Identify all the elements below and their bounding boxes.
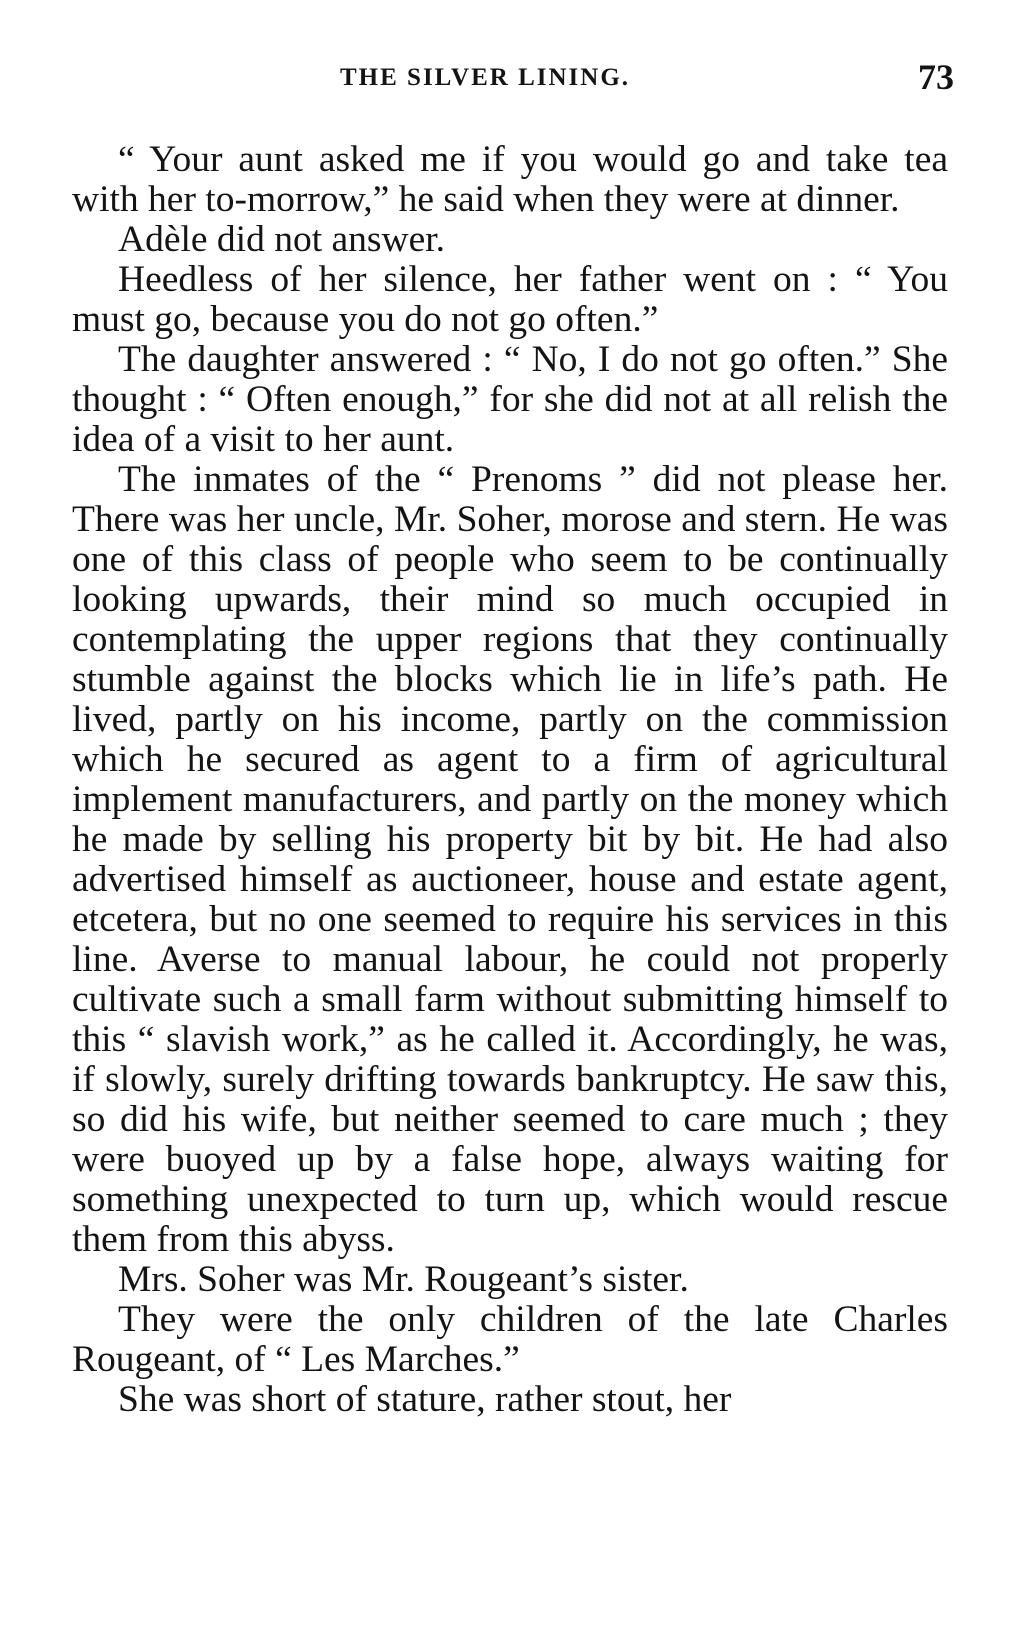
paragraph: Heedless of her silence, her father went on : “ You must go, because you do not go often.” xyxy=(72,259,948,340)
paragraph: The inmates of the “ Prenoms ” did not please her. There was her uncle, Mr. Soher, morose and stern. He was one of this class of people who seem to be continually looking upwards, their mind so much occupied in contemplating the upper regions that they continually stumble against the blocks which lie in life’s path. He lived, partly on his income, partly on the commission which he secured as agent to a firm of agricultural implement manufacturers, and partly on the money which he made by selling his property bit by bit. He had also advertised himself as auctioneer, house and estate agent, etcetera, but no one seemed to require his services in this line. Averse to manual labour, he could not properly cultivate such a small farm without submitting himself to this “ slavish work,” as he called it. Accordingly, he was, if slowly, surely drifting towards bankruptcy. He saw this, so did his wife, but neither seemed to care much ; they were buoyed up by a false hope, always waiting for something unexpected to turn up, which would rescue them from this abyss. xyxy=(72,459,948,1260)
running-head xyxy=(70,56,954,104)
running-title: THE SILVER LINING. xyxy=(340,64,631,91)
paragraph: “ Your aunt asked me if you would go and take tea with her to-morrow,” he said when they were at dinner. xyxy=(72,139,948,220)
page-number: 73 xyxy=(918,57,954,97)
paragraph: Adèle did not answer. xyxy=(118,219,446,260)
paragraph: The daughter answered : “ No, I do not go often.” She thought : “ Often enough,” for she did not at all relish the idea of a visit to her aunt. xyxy=(72,339,948,460)
paragraph: Mrs. Soher was Mr. Rougeant’s sister. xyxy=(118,1259,689,1300)
body-text xyxy=(72,140,948,1420)
paragraph: She was short of stature, rather stout, her xyxy=(118,1379,732,1420)
paragraph: They were the only children of the late Charles Rougeant, of “ Les Marches.” xyxy=(72,1299,948,1380)
